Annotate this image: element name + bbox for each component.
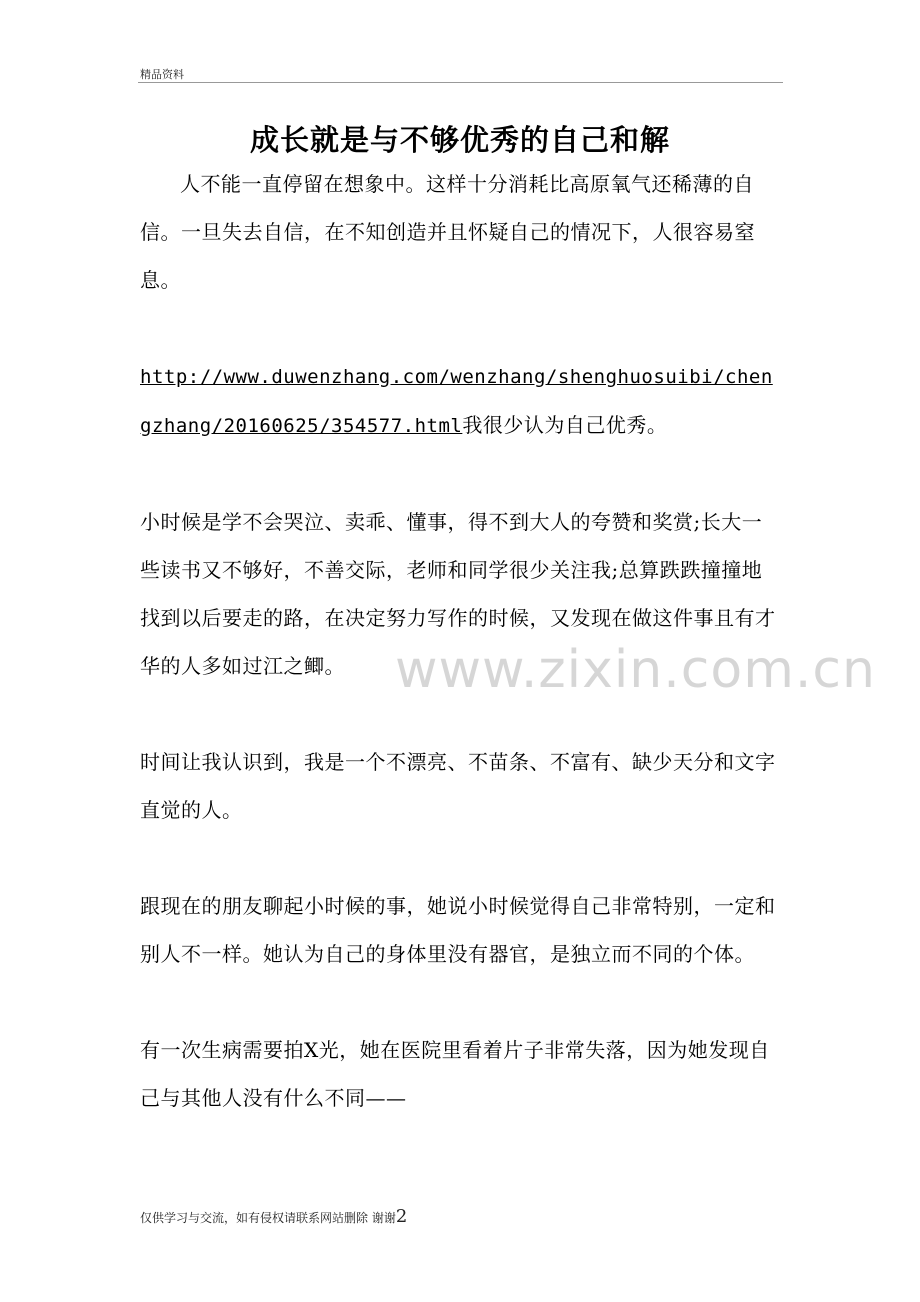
- header-label: 精品资料: [140, 68, 184, 81]
- paragraph-gap: [140, 834, 782, 882]
- document-body: [140, 160, 782, 1122]
- link-paragraph: [140, 352, 782, 450]
- paragraph-gap: [140, 450, 782, 498]
- paragraph-1: 人不能一直停留在想象中。这样十分消耗比高原氧气还稀薄的自信。一旦失去自信，在不知创造并且怀疑自己的情况下，人很容易窒息。: [140, 172, 755, 292]
- paragraph-gap: [140, 978, 782, 1026]
- paragraph-2: 小时候是学不会哭泣、卖乖、懂事，得不到大人的夸赞和奖赏;长大一些读书又不够好，不善交际，老师和同学很少关注我;总算跌跌撞撞地找到以后要走的路，在决定努力写作的时候，又发现在做这件事且有才华的人多如过江之鲫。: [140, 510, 776, 678]
- link-trailing-text: 我很少认为自己优秀。: [462, 413, 668, 437]
- paragraph-5: 有一次生病需要拍X光，她在医院里看着片子非常失落，因为她发现自己与其他人没有什么不同——: [140, 1038, 770, 1110]
- footer-text: 仅供学习与交流，如有侵权请联系网站删除 谢谢: [140, 1211, 396, 1225]
- page-footer: [140, 1206, 407, 1227]
- watermark: www.zixin.com.cn: [395, 640, 876, 700]
- document-title: 成长就是与不够优秀的自己和解: [249, 123, 670, 157]
- paragraph-4: 跟现在的朋友聊起小时候的事，她说小时候觉得自己非常特别，一定和别人不一样。她认为自己的身体里没有器官，是独立而不同的个体。: [140, 894, 776, 966]
- header-divider: [138, 82, 783, 83]
- paragraph-gap: [140, 304, 782, 352]
- paragraph-gap: [140, 690, 782, 738]
- article-link[interactable]: http://www.duwenzhang.com/wenzhang/shenghuosuibi/chengzhang/20160625/354577.html: [140, 366, 773, 437]
- paragraph-3: 时间让我认识到，我是一个不漂亮、不苗条、不富有、缺少天分和文字直觉的人。: [140, 750, 776, 822]
- page-number: 2: [395, 1206, 408, 1227]
